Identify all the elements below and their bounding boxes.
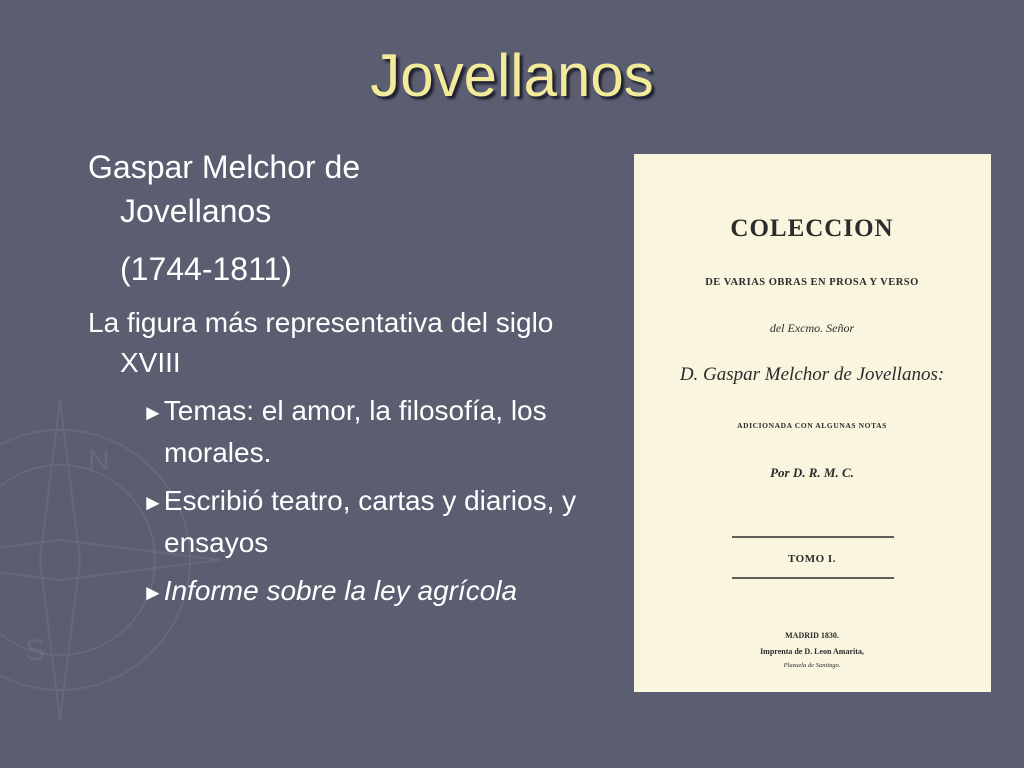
cover-dedication: del Excmo. Señor (769, 321, 855, 335)
author-dates: (1744-1811) (120, 251, 292, 287)
bullet-text: Temas: el amor, la filosofía, los morales. (163, 395, 547, 468)
bullet-text: Escribió teatro, cartas y diarios, y ensayos (163, 485, 577, 558)
bullet-arrow-icon: ► (142, 490, 164, 515)
svg-text:S: S (25, 634, 46, 667)
cover-title: COLECCION (730, 215, 894, 242)
bullet-arrow-icon: ► (142, 580, 164, 605)
author-name-line1: Gaspar Melchor de (88, 149, 361, 185)
author-name (88, 145, 608, 233)
cover-notes: ADICIONADA CON ALGUNAS NOTAS (737, 421, 887, 430)
cover-imprint-address: Plazuela de Santiago. (783, 662, 841, 669)
bullet-text: Informe sobre la ley agrícola (163, 575, 518, 606)
bullet-arrow-icon: ► (142, 400, 164, 425)
cover-author: D. Gaspar Melchor de Jovellanos: (679, 364, 945, 385)
author-description: La figura más representativa del siglo XVIII (88, 307, 554, 378)
cover-imprint-printer: Imprenta de D. Leon Amarita, (760, 647, 864, 656)
cover-editor: Por D. R. M. C. (770, 465, 854, 480)
bullet-item-works (142, 481, 608, 563)
book-cover-svg (634, 154, 991, 692)
bullet-item-themes (142, 391, 608, 473)
bullet-item-informe (142, 571, 608, 613)
cover-subtitle: DE VARIAS OBRAS EN PROSA Y VERSO (705, 277, 919, 288)
cover-imprint-city: MADRID 1830. (785, 631, 839, 640)
book-cover-image (634, 154, 991, 692)
slide-title: Jovellanos (370, 42, 654, 109)
author-name-line2: Jovellanos (120, 193, 272, 229)
svg-text:N: N (88, 444, 110, 477)
cover-volume: TOMO I. (788, 553, 836, 565)
slide-body (88, 145, 608, 613)
